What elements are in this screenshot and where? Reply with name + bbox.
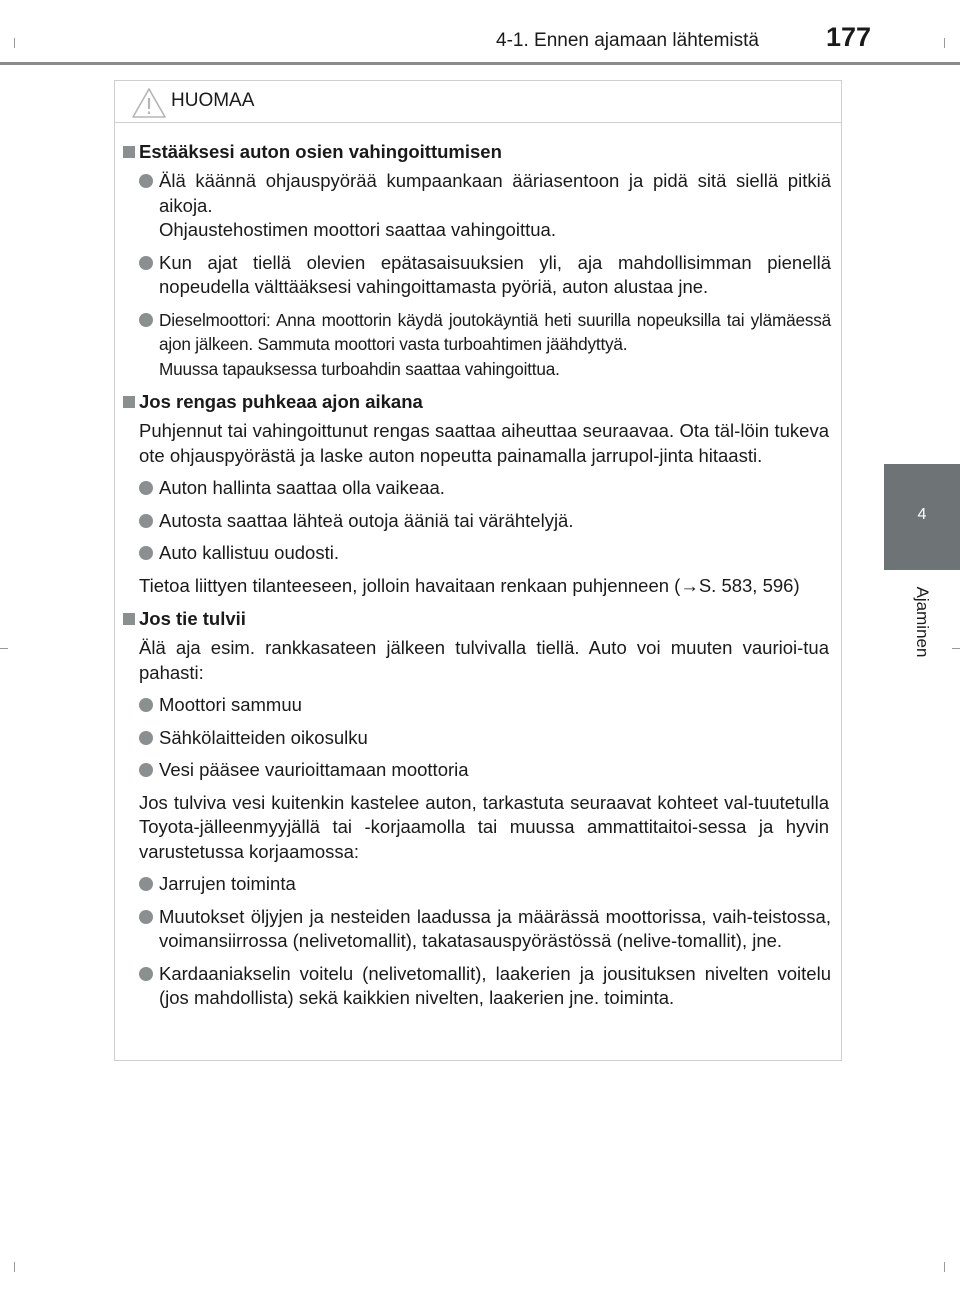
list-item: Moottori sammuu — [159, 693, 831, 718]
section-heading: Estääksesi auton osien vahingoittumisen — [115, 139, 843, 165]
crop-mark — [952, 648, 960, 649]
list-item: Kardaaniakselin voitelu (nelivetomallit), laakerien ja jousituksen nivelten voitelu (jos mahdollista) sekä kaikkien nivelten, laakerien jne. toiminta. — [159, 962, 831, 1011]
section-title: 4-1. Ennen ajamaan lähtemistä — [496, 30, 759, 51]
list-item: Auto kallistuu oudosti. — [159, 541, 831, 566]
header-rule — [0, 62, 960, 65]
paragraph: Tietoa liittyen tilanteeseen, jolloin havaitaan renkaan puhjenneen (→S. 583, 596) — [139, 574, 800, 596]
crop-mark — [14, 38, 15, 48]
bullet-dot-icon — [139, 910, 153, 924]
bullet-dot-icon — [139, 877, 153, 891]
paragraph: Puhjennut tai vahingoittunut rengas saattaa aiheuttaa seuraavaa. Ota täl-löin tukeva ote ohjauspyörästä ja laske auton nopeutta painamalla jarrupol-jinta hitaasti. — [139, 420, 829, 466]
notice-box — [114, 80, 842, 1061]
paragraph: Älä aja esim. rankkasateen jälkeen tulvivalla tiellä. Auto voi muuten vaurioi-tua pahasti: — [139, 637, 829, 683]
list-item: Älä käännä ohjauspyörää kumpaankaan ääriasentoon ja pidä sitä siellä pitkiä aikoja. Ohjaustehostimen moottori saattaa vahingoittua. — [159, 169, 831, 243]
crop-mark — [944, 38, 945, 48]
crop-mark — [944, 1262, 945, 1272]
list-item: Sähkölaitteiden oikosulku — [159, 726, 831, 751]
paragraph: Jos tulviva vesi kuitenkin kastelee auton, tarkastuta seuraavat kohteet val-tuutetulla Toyota-jälleenmyyjällä tai -korjaamolla tai muussa ammattitaitoi-sessa ja hyvin varustetussa korjaamossa: — [139, 791, 829, 862]
section-heading: Jos tie tulvii — [115, 606, 843, 632]
list-item: Vesi pääsee vaurioittamaan moottoria — [159, 758, 831, 783]
bullet-dot-icon — [139, 514, 153, 528]
page-number: 177 — [826, 22, 872, 52]
bullet-dot-icon — [139, 546, 153, 560]
list-item: Kun ajat tiellä olevien epätasaisuuksien yli, aja mahdollisimman pienellä nopeudella välttääksesi vahingoittamasta pyöriä, auton alustaa jne. — [159, 251, 831, 300]
square-bullet-icon — [123, 146, 135, 158]
square-bullet-icon — [123, 613, 135, 625]
bullet-dot-icon — [139, 481, 153, 495]
chapter-label: Ajaminen — [913, 586, 932, 658]
bullet-dot-icon — [139, 256, 153, 270]
bullet-dot-icon — [139, 698, 153, 712]
list-item: Dieselmoottori: Anna moottorin käydä joutokäyntiä heti suurilla nopeuksilla tai ylämäessä ajon jälkeen. Sammuta moottori vasta turboahtimen jäähdyttyä. Muussa tapauksessa turboahdin saattaa vahingoittua. — [159, 308, 831, 382]
bullet-dot-icon — [139, 174, 153, 188]
list-item: Auton hallinta saattaa olla vaikeaa. — [159, 476, 831, 501]
bullet-dot-icon — [139, 731, 153, 745]
crop-mark — [14, 1262, 15, 1272]
notice-title: HUOMAA — [171, 90, 255, 111]
list-item: Autosta saattaa lähteä outoja ääniä tai värähtelyjä. — [159, 509, 831, 534]
warning-triangle-icon — [131, 87, 167, 119]
notice-content — [115, 133, 843, 1019]
bullet-dot-icon — [139, 967, 153, 981]
chapter-number: 4 — [917, 506, 927, 523]
bullet-dot-icon — [139, 313, 153, 327]
chapter-tab — [884, 464, 960, 570]
section-heading: Jos rengas puhkeaa ajon aikana — [115, 389, 843, 415]
list-item: Jarrujen toiminta — [159, 872, 831, 897]
notice-header — [115, 81, 841, 123]
square-bullet-icon — [123, 396, 135, 408]
bullet-dot-icon — [139, 763, 153, 777]
list-item: Muutokset öljyjen ja nesteiden laadussa ja määrässä moottorissa, vaih-teistossa, voimansiirrossa (nelivetomallit), takatasauspyörästössä (nelive-tomallit), jne. — [159, 905, 831, 954]
crop-mark — [0, 648, 8, 649]
